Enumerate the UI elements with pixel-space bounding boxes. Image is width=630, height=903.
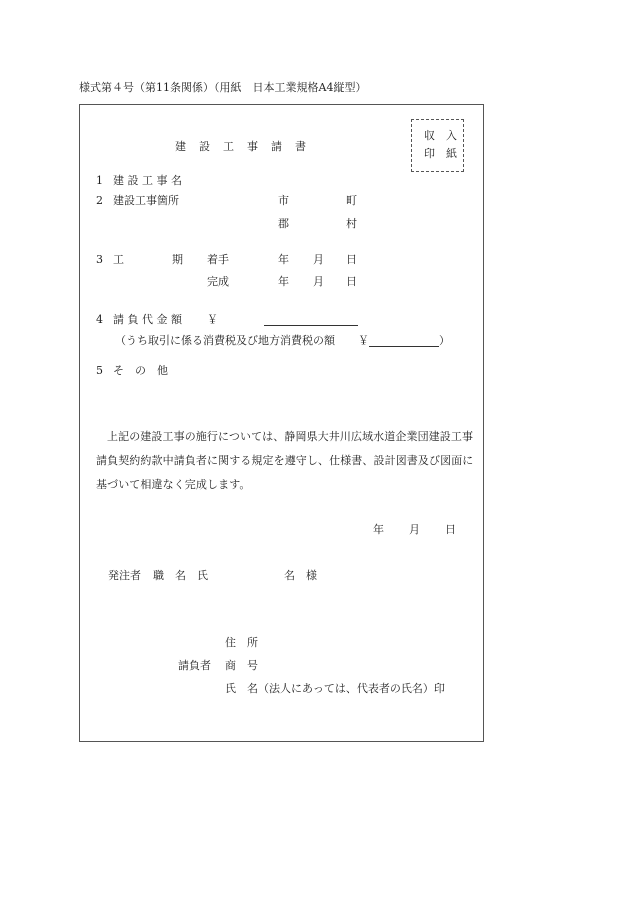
- city-label: 市: [278, 194, 289, 207]
- item3-number: 3: [96, 253, 103, 266]
- item4-number: 4: [96, 313, 103, 326]
- date-month: 月: [409, 523, 420, 536]
- item2-number: 2: [96, 194, 103, 207]
- finish-year: 年: [278, 275, 289, 288]
- county-label: 郡: [278, 217, 289, 230]
- item1-label: 建 設 工 事 名: [113, 174, 182, 187]
- contractor-name-label: 氏 名（法人にあっては、代表者の氏名）印: [225, 682, 445, 695]
- start-month: 月: [313, 253, 324, 266]
- contractor-address-label: 住 所: [225, 636, 258, 649]
- item5-label: そ の 他: [113, 364, 168, 377]
- date-year: 年: [373, 523, 384, 536]
- orderer-title: 職 名 氏: [153, 569, 208, 582]
- item5-number: 5: [96, 364, 103, 377]
- contractor-label: 請負者: [178, 659, 211, 672]
- document-title: 建 設 工 事 請 書: [175, 140, 307, 153]
- tax-close-paren: ）: [439, 334, 450, 347]
- contract-yen-sign: ￥: [207, 313, 218, 326]
- date-day: 日: [445, 523, 456, 536]
- contractor-trade-label: 商 号: [225, 659, 258, 672]
- body-paragraph: 上記の建設工事の施行については、静岡県大井川広域水道企業団建設工事請負契約約款中請負者に関する規定を遵守し、仕様書、設計図書及び図面に基づいて相違なく完成します。: [96, 430, 474, 491]
- finish-month: 月: [313, 275, 324, 288]
- stamp-line-1: 収 入: [424, 129, 457, 142]
- village-label: 村: [346, 217, 357, 230]
- item3-label-a: 工: [113, 253, 124, 266]
- item3-label-b: 期: [172, 253, 183, 266]
- start-year: 年: [278, 253, 289, 266]
- item1-number: 1: [96, 174, 103, 187]
- orderer-sama: 名 様: [284, 569, 317, 582]
- finish-label: 完成: [207, 275, 229, 288]
- form-header: 様式第４号（第11条関係）（用紙 日本工業規格A4縦型）: [79, 81, 367, 94]
- tax-note: （うち取引に係る消費税及び地方消費税の額: [115, 334, 335, 347]
- stamp-line-2: 印 紙: [424, 147, 457, 160]
- tax-amount-line: [369, 346, 439, 347]
- town-label: 町: [346, 194, 357, 207]
- item4-label: 請 負 代 金 額: [113, 313, 182, 326]
- start-label: 着手: [207, 253, 229, 266]
- revenue-stamp-box: [411, 119, 464, 172]
- tax-yen-sign: ￥: [358, 334, 369, 347]
- contract-amount-line: [264, 325, 358, 326]
- finish-day: 日: [346, 275, 357, 288]
- start-day: 日: [346, 253, 357, 266]
- item2-label: 建設工事箇所: [113, 194, 179, 207]
- orderer-label: 発注者: [108, 569, 141, 582]
